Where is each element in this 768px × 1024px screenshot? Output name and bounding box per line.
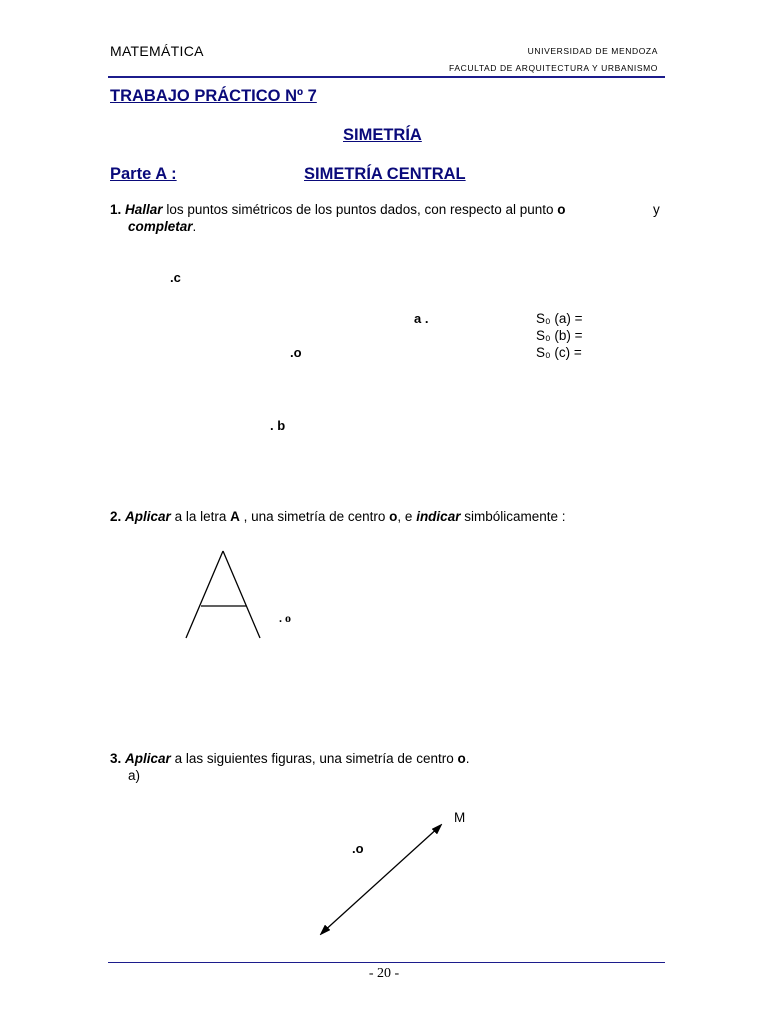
exercise-2-number: 2.: [110, 509, 122, 524]
point-o: .o: [290, 345, 302, 360]
exercise-1-number: 1.: [110, 202, 122, 217]
exercise-2-text4: simbólicamente :: [460, 509, 566, 524]
exercise-3-text: a las siguientes figuras, una simetría de centro: [170, 751, 458, 766]
exercise-3-center: o: [457, 751, 466, 766]
exercise-1-center: o: [557, 202, 566, 217]
exercise-2-center: o: [389, 509, 398, 524]
answer-c: S₀ (c) =: [536, 345, 582, 360]
exercise-2-text3: , e: [397, 509, 417, 524]
page-title: TRABAJO PRÁCTICO Nº 7: [110, 87, 317, 105]
exercise-2-letter: A: [230, 509, 240, 524]
header-university: UNIVERSIDAD DE MENDOZA: [527, 46, 658, 56]
exercise-3-sub-a: a): [128, 768, 141, 783]
point-b: . b: [270, 418, 286, 433]
exercise-1-y: y: [653, 202, 660, 217]
point-a: a .: [414, 311, 429, 326]
exercise-2-verb2: indicar: [416, 509, 461, 524]
exercise-3-period: .: [465, 751, 470, 766]
exercise-1-text: los puntos simétricos de los puntos dados, con respecto al punto: [162, 202, 558, 217]
letter-a-center-label: . o: [279, 611, 291, 625]
header-faculty: FACULTAD DE ARQUITECTURA Y URBANISMO: [449, 63, 658, 73]
segment-figure: [320, 824, 442, 935]
point-m-label: M: [454, 810, 466, 825]
exercise-3-verb: Aplicar: [125, 751, 171, 766]
segment-center-label: .o: [352, 841, 364, 856]
letter-a-right-stroke: [223, 551, 260, 638]
letter-a-figure: [186, 551, 260, 638]
part-label: Parte A :: [110, 165, 177, 183]
exercise-2-verb: Aplicar: [125, 509, 171, 524]
exercise-3-number: 3.: [110, 751, 122, 766]
answer-b: S₀ (b) =: [536, 328, 583, 343]
section-title: SIMETRÍA: [343, 126, 422, 144]
answer-a: S₀ (a) =: [536, 311, 583, 326]
exercise-1-period: .: [192, 219, 197, 234]
exercise-1-verb2: completar: [128, 219, 193, 234]
exercise-1-verb: Hallar: [125, 202, 163, 217]
segment-line: [322, 826, 440, 933]
letter-a-left-stroke: [186, 551, 223, 638]
page-number: - 20 -: [368, 966, 400, 981]
exercise-2-text2: , una simetría de centro: [239, 509, 390, 524]
exercise-3-statement: [110, 751, 469, 766]
exercise-2-text1: a la letra: [170, 509, 231, 524]
header-subject: MATEMÁTICA: [110, 43, 204, 59]
part-title: SIMETRÍA CENTRAL: [304, 165, 466, 183]
footer-rule: [108, 962, 665, 963]
point-c: .c: [170, 270, 181, 285]
